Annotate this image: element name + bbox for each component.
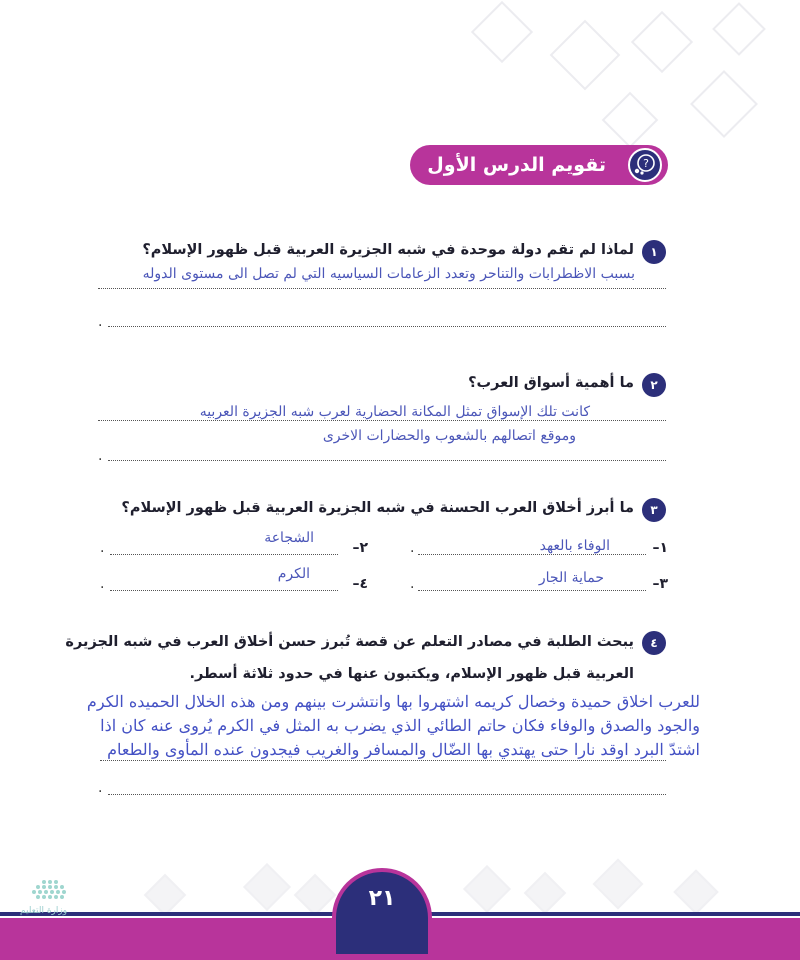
ministry-caption: وزارة التعليم — [20, 906, 68, 916]
question-bubble-icon — [628, 148, 662, 182]
answer-2-line-1: كانت تلك الإسواق تمثل المكانة الحضارية لعرب شبه الجزيرة العربيه — [199, 404, 590, 420]
line-end-dot: . — [98, 448, 103, 464]
answer-1-line-1: بسبب الاظطرابات والتناحر وتعدد الزعامات السياسيه التي لم تصل الى مستوى الدوله — [142, 266, 635, 282]
answer-line — [108, 326, 666, 327]
trait-4-answer: الكرم — [277, 566, 310, 582]
answer-line — [418, 554, 646, 555]
background-diamond — [550, 20, 621, 91]
background-diamond — [631, 11, 693, 73]
background-diamond — [471, 1, 533, 63]
question-number-3: ٣ — [642, 498, 666, 522]
section-header — [410, 145, 668, 185]
line-end-dot: . — [98, 780, 103, 796]
question-number-4: ٤ — [642, 631, 666, 655]
background-diamond — [294, 874, 336, 916]
question-1-text: لماذا لم تقم دولة موحدة في شبه الجزيرة العربية قبل ظهور الإسلام؟ — [142, 242, 634, 258]
trait-1-answer: الوفاء بالعهد — [539, 538, 610, 554]
background-diamond — [243, 863, 291, 911]
background-diamond — [602, 92, 659, 149]
background-diamond — [144, 874, 186, 916]
answer-4-line-2: والجود والصدق والوفاء فكان حاتم الطائي الذي يضرب به المثل في الكرم يُروى عنه كان اذا — [100, 716, 700, 735]
section-title: تقويم الدرس الأول — [427, 154, 606, 176]
background-diamond — [593, 859, 644, 910]
answer-4-line-3: اشتدّ البرد اوقد نارا حتى يهتدي بها الضّال والمسافر والغريب فيجدون عنده المأوى والطعام — [107, 740, 700, 759]
trait-4-label: ٤– — [352, 576, 368, 592]
answer-line — [98, 420, 666, 421]
line-end-dot: . — [100, 576, 105, 592]
answer-line — [100, 760, 666, 761]
background-diamond — [690, 70, 758, 138]
answer-2-line-2: وموقع اتصالهم بالشعوب والحضارات الاخرى — [322, 428, 576, 444]
question-3-text: ما أبرز أخلاق العرب الحسنة في شبه الجزيرة العربية قبل ظهور الإسلام؟ — [121, 500, 634, 516]
question-number-1: ١ — [642, 240, 666, 264]
ministry-logo-icon — [14, 876, 84, 910]
line-end-dot: . — [98, 314, 103, 330]
line-end-dot: . — [410, 576, 415, 592]
answer-4-line-1: للعرب اخلاق حميدة وخصال كريمه اشتهروا بها وانتشرت بينهم ومن هذه الخلال الحميده الكرم — [86, 692, 700, 711]
answer-line — [108, 794, 666, 795]
svg-text:?: ? — [643, 157, 649, 170]
question-2-text: ما أهمية أسواق العرب؟ — [468, 375, 634, 391]
answer-line — [110, 554, 338, 555]
trait-3-answer: حماية الجار — [538, 570, 604, 586]
trait-1-label: ١– — [652, 540, 668, 556]
background-diamond — [673, 869, 718, 914]
answer-line — [110, 590, 338, 591]
background-diamond — [524, 872, 566, 914]
background-diamond — [712, 2, 766, 56]
line-end-dot: . — [100, 540, 105, 556]
question-number-2: ٢ — [642, 373, 666, 397]
question-4-text-line-1: يبحث الطلبة في مصادر التعلم عن قصة تُبرز حسن أخلاق العرب في شبه الجزيرة — [65, 634, 634, 650]
answer-line — [418, 590, 646, 591]
trait-3-label: ٣– — [652, 576, 668, 592]
line-end-dot: . — [410, 540, 415, 556]
page-number-badge — [332, 868, 432, 958]
answer-line — [108, 460, 666, 461]
trait-2-answer: الشجاعة — [264, 530, 314, 546]
answer-line — [98, 288, 666, 289]
page-number: ٢١ — [368, 886, 396, 911]
question-4-text-line-2: العربية قبل ظهور الإسلام، ويكتبون عنها في حدود ثلاثة أسطر. — [189, 666, 634, 682]
trait-2-label: ٢– — [352, 540, 368, 556]
background-diamond — [463, 865, 511, 913]
